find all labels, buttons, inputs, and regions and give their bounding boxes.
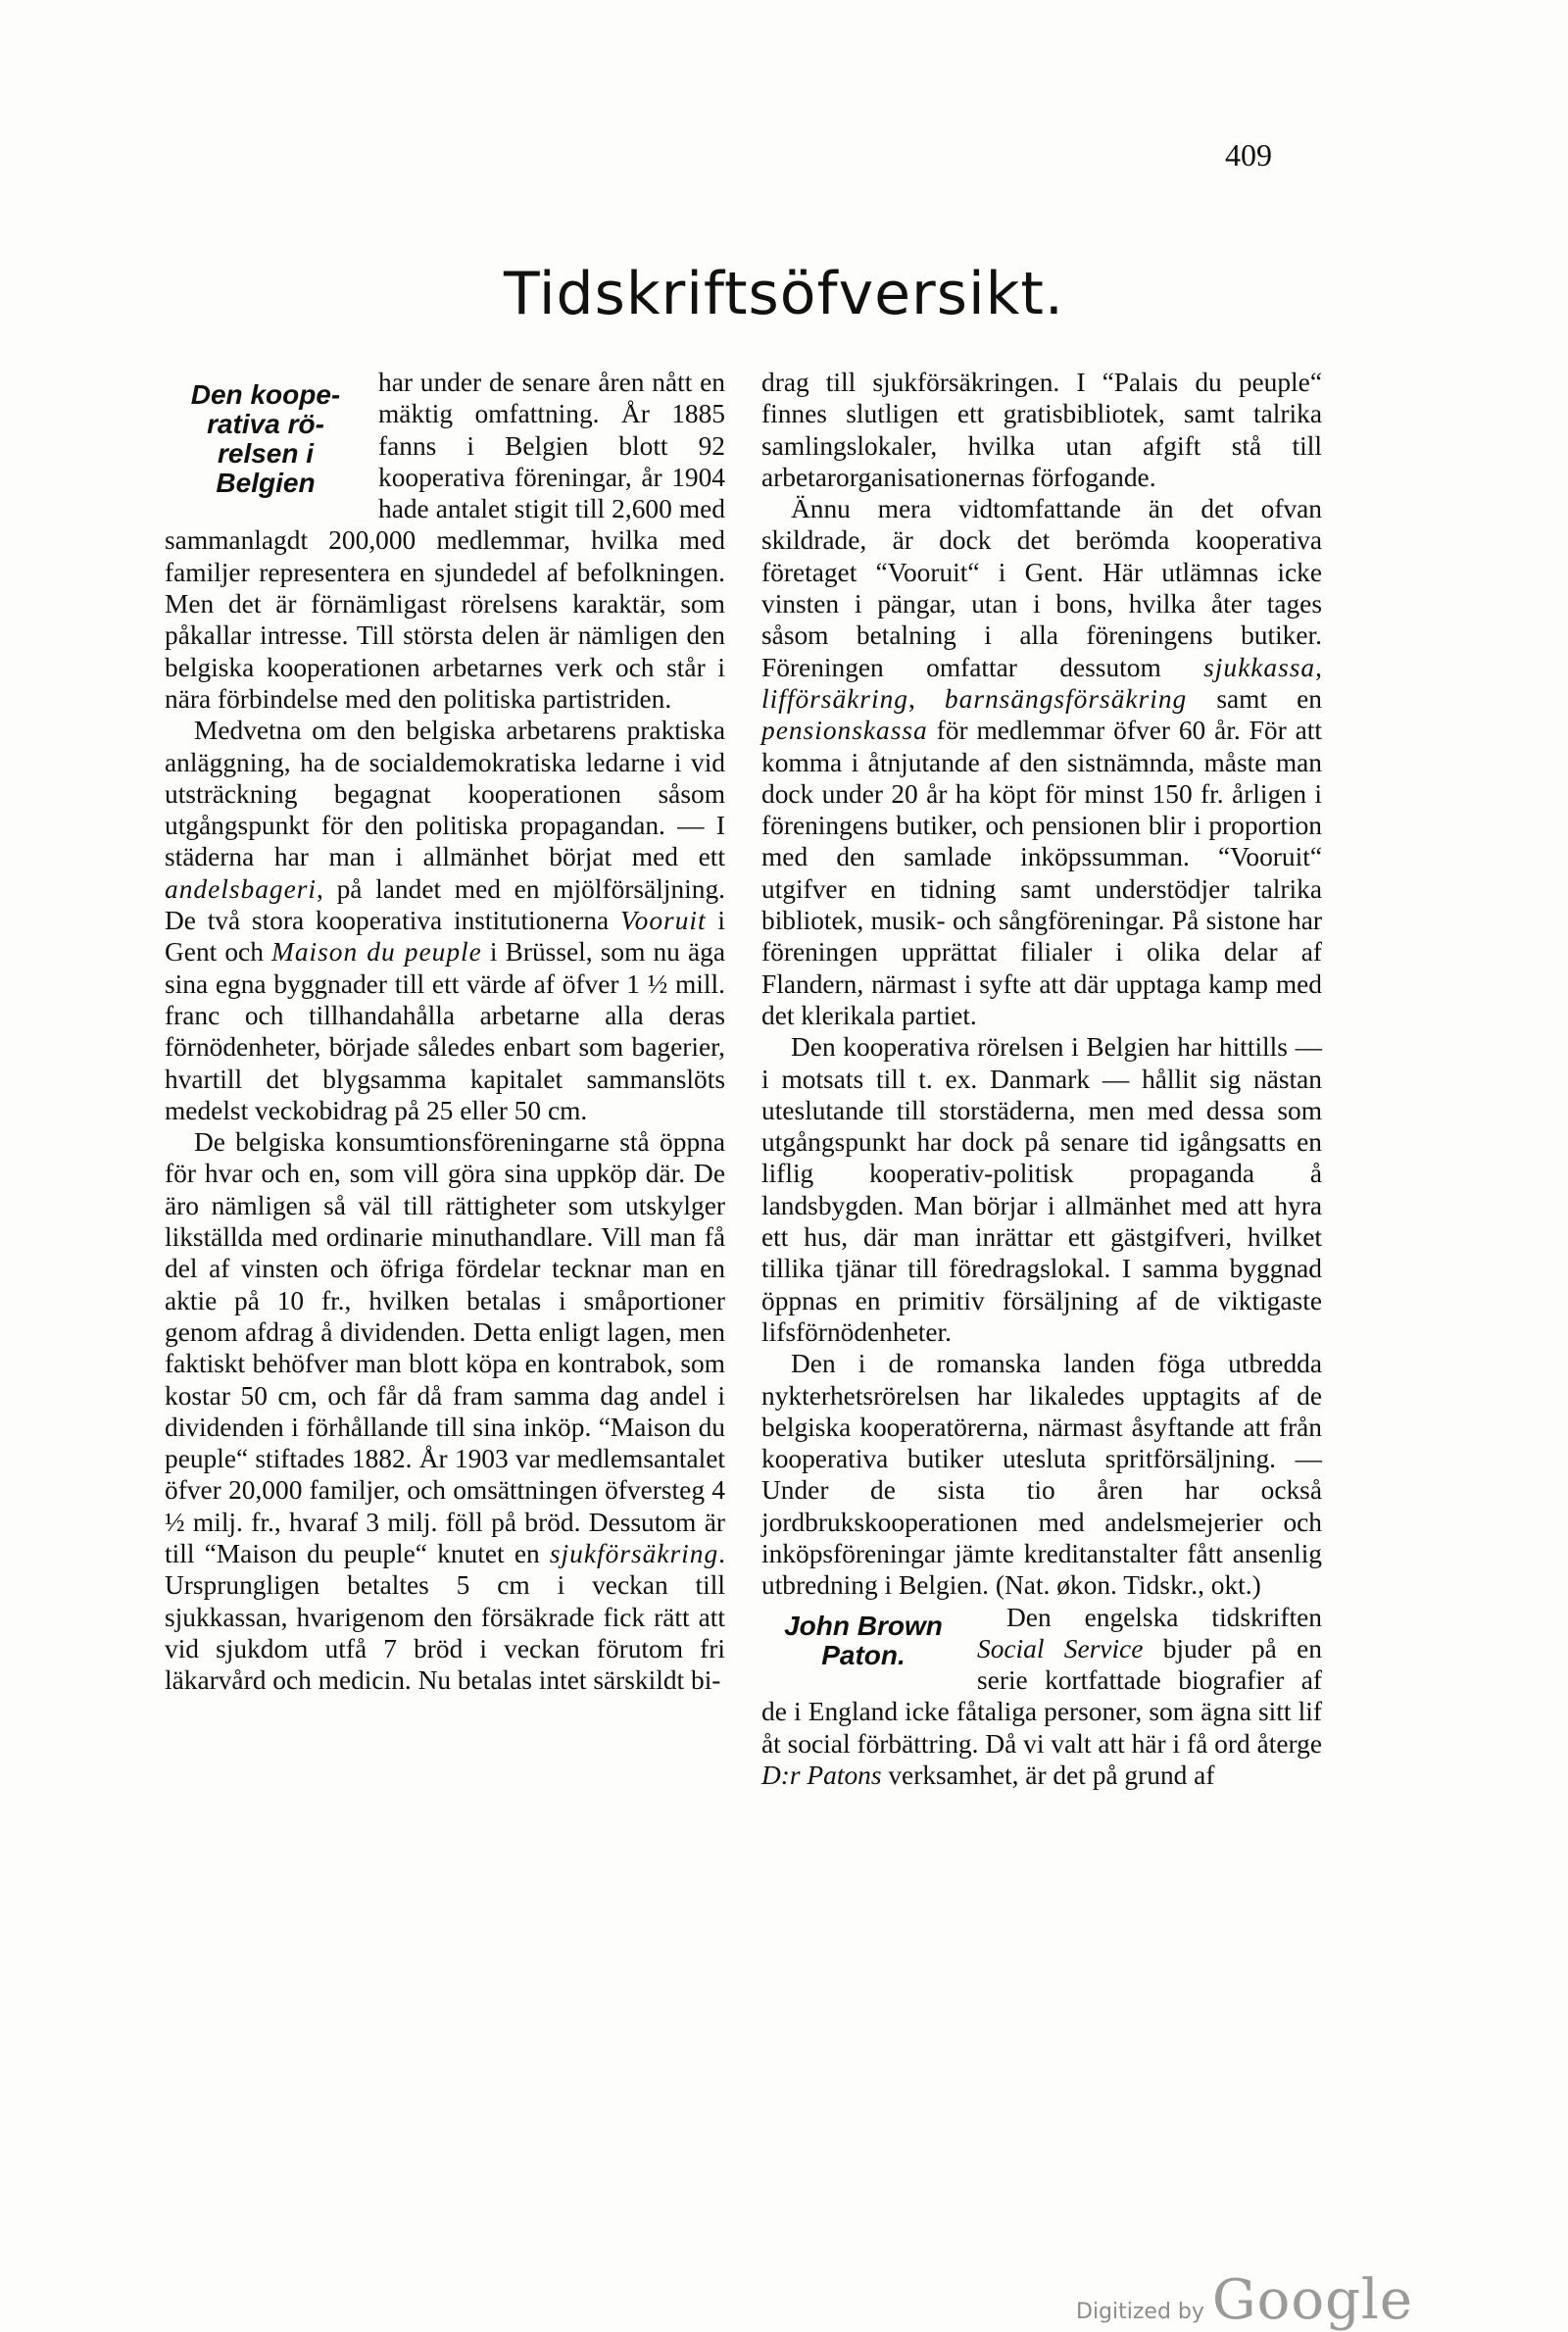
- text: verksamhet, är det på grund af: [881, 1761, 1215, 1791]
- emphasis: D:r Patons: [761, 1761, 882, 1791]
- sidehead-line: Paton.: [821, 1639, 906, 1670]
- page-title: Tidskriftsöfversikt.: [504, 260, 1064, 328]
- text: bjuder på en serie kortfattade biografier af de i England icke fåtaliga personer, som ägna sitt lif åt social förbättring. Då vi valt att här i få ord återge: [761, 1633, 1322, 1759]
- sidehead-line: John Brown: [784, 1610, 943, 1641]
- text: Medvetna om den belgiska arbetarens praktiska anläggning, ha de socialdemokratiska ledarne i vid utsträckning begagnat kooperationen såsom utgångspunkt för den politiska propagandan. — I städerna har man i allmänhet börjat med ett: [165, 716, 725, 872]
- paragraph: [761, 493, 1322, 1031]
- sidehead-line: Belgien: [216, 468, 316, 498]
- sidehead-line: Den koope-: [190, 379, 341, 410]
- text: ,: [1315, 652, 1322, 682]
- digitized-by-label: Digitized by: [1076, 2300, 1204, 2324]
- emphasis: pensionskassa: [761, 716, 928, 746]
- emphasis: andelsbageri: [165, 873, 318, 904]
- sidehead-line: relsen i: [217, 438, 315, 469]
- text: . Ursprungligen betaltes 5 cm i veckan till sjukkassan, hvarigenom den försäkrade fick rätt att vid sjukdom utfå 7 bröd i veckan förutom fri läkarvård och medicin. Nu betalas intet särskildt bi-: [165, 1538, 725, 1696]
- sidehead-line: rativa rö-: [207, 409, 324, 439]
- text: för medlemmar öfver 60 år. För att komma i åtnjutande af den sistnämnda, måste man dock under 20 år ha köpt för minst 150 fr. årligen i föreningens butiker, och pensionen blir i proportion med den samlade inköpssumman. “Vooruit“ utgifver en tidning samt understödjer talrika bibliotek, musik- och sångföreningar. På sistone har föreningen upprättat filialer i olika delar af Flandern, närmast i syfte att där upptaga kamp med det klerikala partiet.: [761, 716, 1322, 1030]
- emphasis: Social Service: [977, 1633, 1144, 1663]
- emphasis: lifförsäkring: [761, 683, 908, 714]
- text: samt en: [1187, 683, 1322, 714]
- paragraph: [165, 715, 725, 1126]
- digitized-by-google-watermark: [1076, 2268, 1413, 2332]
- text: Ännu mera vidtomfattande än det ofvan skildrade, är dock det berömda kooperativa företaget “Vooruit“ i Gent. Här utlämnas icke vinsten i pängar, utan i bons, hvilka åter tages såsom betalning i alla föreningens butiker. Föreningen omfattar dessutom: [761, 494, 1322, 682]
- text: Den kooperativa rörelsen i Belgien har hittills — i motsats till t. ex. Danmark — hållit sig nästan uteslutande till storstäderna, men med dessa som utgångspunkt har dock på senare tid igångsatts en liflig kooperativ-politisk propaganda å landsbygden. Man börjar i allmänhet med att hyra ett hus, där man inrättar ett gästgifveri, hvilket tillika tjänar till föredragslokal. I samma byggnad öppnas en primitiv försäljning af de viktigaste lifsförnödenheter.: [761, 1032, 1322, 1347]
- emphasis: barnsängsförsäkring: [944, 683, 1188, 714]
- sidehead-john-brown-paton: [761, 1602, 965, 1670]
- text: Den i de romanska landen föga utbredda nykterhetsrörelsen har likaledes upptagits af de belgiska kooperatörerna, närmast åsyftande att från kooperativa butiker utesluta spritförsäljning. — Under de sista tio åren har också jordbrukskooperationen med andelsmejerier och inköpsföreningar jämte kreditanstalter fått ansenlig utbredning i Belgien. (Nat. økon. Tidskr., okt.): [761, 1349, 1322, 1601]
- text: ,: [907, 683, 945, 714]
- emphasis: sjukförsäkring: [549, 1538, 719, 1568]
- paragraph: [761, 1031, 1322, 1348]
- paragraph: [761, 1348, 1322, 1601]
- left-column: [165, 367, 725, 1696]
- text: De belgiska konsumtionsföreningarne stå öppna för hvar och en, som vill göra sina uppköp där. De äro nämligen så väl till rättigheter som utskylger likställda med ordinarie minuthandlare. Vill man få del af vinsten och öfriga fördelar tecknar man en aktie på 10 fr., hvilken betalas i småportioner genom afdrag å dividenden. Detta enligt lagen, men faktiskt behöfver man blott köpa en kontrabok, som kostar 50 cm, och får då fram samma dag andel i dividenden i förhållande till sina inköp. “Maison du peuple“ stiftades 1882. År 1903 var medlemsantalet öfver 20,000 familjer, och omsättningen öfversteg 4 ½ milj. fr., hvaraf 3 milj. föll på bröd. Dessutom är till “Maison du peuple“ knutet en: [165, 1127, 725, 1568]
- text: drag till sjukförsäkringen. I “Palais du peuple“ finnes slutligen ett gratisbibliotek, samt talrika samlingslokaler, hvilka utan afgift stå till arbetarorganisationernas förfogande.: [761, 368, 1322, 492]
- text: i Brüssel, som nu äga sina egna byggnader till ett värde af öfver 1 ½ mill. franc och tillhandahålla arbetarne alla deras förnödenheter, började således enbart som bagerier, hvartill det blygsamma kapitalet sammanslöts medelst veckobidrag på 25 eller 50 cm.: [165, 937, 725, 1125]
- page-number: 409: [1225, 137, 1272, 173]
- text: Den engelska tidskriften: [1006, 1602, 1322, 1632]
- google-logo: Google: [1211, 2268, 1413, 2332]
- paragraph: [761, 367, 1322, 493]
- paragraph: [165, 1126, 725, 1696]
- right-column: [761, 367, 1322, 1791]
- text: har under de senare åren nått en mäktig omfattning. År 1885 fanns i Belgien blott 92 kooperativa föreningar, år 1904 hade antalet stigit till 2,600 med sammanlagdt 200,000 medlemmar, hvilka med familjer representera en sjundedel af befolkningen. Men det är förnämligast rörelsens karaktär, som påkallar intresse. Till största delen är nämligen den belgiska kooperationen arbetarnes verk och står i nära förbindelse med den politiska partistriden.: [165, 368, 725, 714]
- text: i Gent och: [165, 906, 725, 968]
- text: , på landet med en mjölförsäljning. De två stora kooperativa institutionerna: [165, 873, 725, 936]
- emphasis: sjukkassa: [1203, 652, 1316, 682]
- sidehead-cooperative-belgium: [165, 367, 367, 498]
- emphasis: Maison du peuple: [271, 937, 482, 968]
- emphasis: Vooruit: [619, 906, 707, 936]
